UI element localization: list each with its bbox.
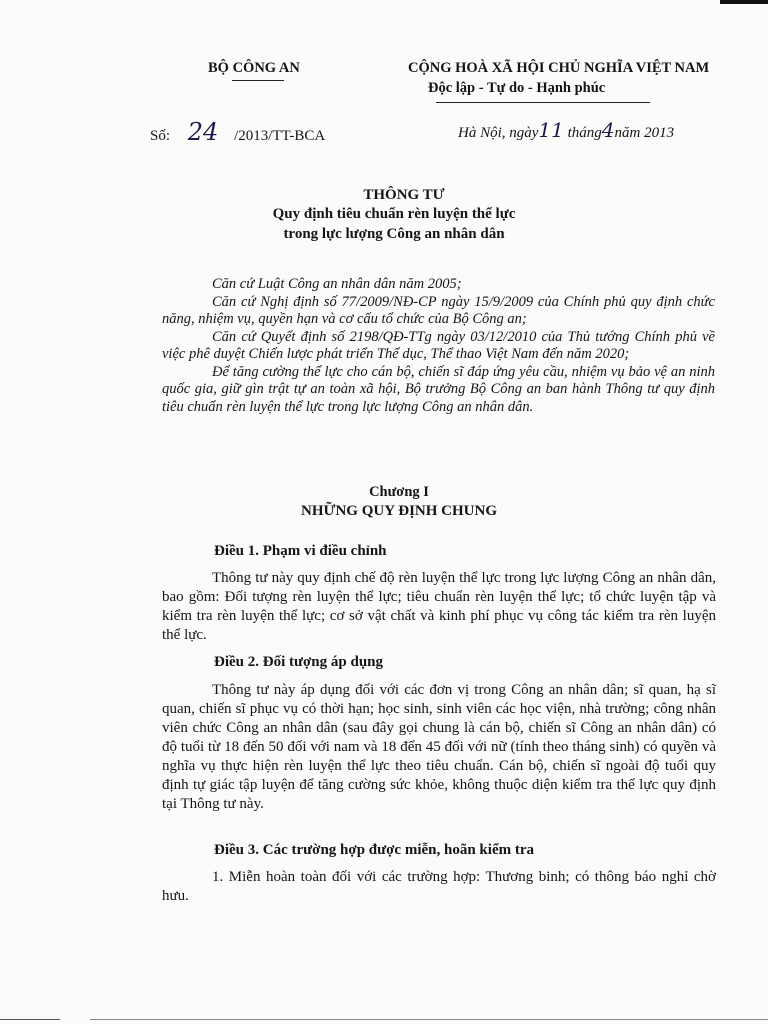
handwritten-number: 24: [187, 118, 219, 146]
scan-edge-mark: [720, 0, 768, 4]
motto-underline: [436, 102, 650, 103]
date-month-label: tháng: [567, 125, 602, 141]
article-3-text: 1. Miễn hoàn toàn đối với các trường hợp: Thương binh; có thông báo nghỉ chờ hưu.: [162, 869, 716, 904]
national-motto: Độc lập - Tự do - Hạnh phúc: [428, 80, 606, 96]
number-prefix: Số:: [150, 128, 171, 144]
date-year: năm 2013: [614, 125, 675, 141]
organization-underline: [232, 80, 284, 81]
issuing-organization: BỘ CÔNG AN: [208, 60, 300, 76]
preamble-basis-3: Căn cứ Quyết định số 2198/QĐ-TTg ngày 03/12/2010 của Thủ tướng Chính phủ về việc phê duyệt Chiến lược phát triển Thể dục, Thể thao Việt Nam đến năm 2020;: [162, 328, 715, 362]
scan-artifact-line: [90, 1019, 768, 1020]
document-date: [458, 118, 674, 142]
preamble-basis-2: Căn cứ Nghị định số 77/2009/NĐ-CP ngày 15/9/2009 của Chính phủ quy định chức năng, nhiệm vụ, quyền hạn và cơ cấu tổ chức của Bộ Công an;: [162, 293, 715, 327]
chapter-title: NHỮNG QUY ĐỊNH CHUNG: [301, 503, 497, 519]
document-number: [150, 118, 325, 146]
article-1-heading: Điều 1. Phạm vi điều chỉnh: [214, 543, 387, 559]
chapter-label: Chương I: [369, 484, 429, 500]
preamble-purpose: Để tăng cường thể lực cho cán bộ, chiến sĩ đáp ứng yêu cầu, nhiệm vụ bảo vệ an ninh quốc gia, giữ gìn trật tự an toàn xã hội, Bộ trưởng Bộ Công an ban hành Thông tư quy định tiêu chuẩn rèn luyện thể lực trong lực lượng Công an nhân dân.: [162, 363, 715, 415]
handwritten-day: 11: [538, 118, 564, 142]
document-subject-line2: trong lực lượng Công an nhân dân: [283, 226, 505, 242]
article-1-text: Thông tư này quy định chế độ rèn luyện thể lực trong lực lượng Công an nhân dân, bao gồm: Đối tượng rèn luyện thể lực; tiêu chuẩn rèn luyện thể lực; tổ chức luyện tập và kiểm tra rèn luyện thể lực; cơ sở vật chất và kinh phí phục vụ công tác kiểm tra rèn luyện thể lực.: [162, 570, 716, 643]
date-prefix: Hà Nội, ngày: [458, 125, 539, 141]
scan-artifact-line: [0, 1019, 60, 1020]
document-type: THÔNG TƯ: [363, 187, 445, 203]
article-3-heading: Điều 3. Các trường hợp được miễn, hoãn kiểm tra: [214, 842, 535, 858]
number-suffix: /2013/TT-BCA: [234, 128, 326, 144]
document-subject-line1: Quy định tiêu chuẩn rèn luyện thể lực: [272, 206, 516, 222]
article-2-text: Thông tư này áp dụng đối với các đơn vị trong Công an nhân dân; sĩ quan, hạ sĩ quan, chiến sĩ phục vụ có thời hạn; học sinh, sinh viên các học viện, nhà trường; công nhân viên chức Công an nhân dân (sau đây gọi chung là cán bộ, chiến sĩ Công an nhân dân) có độ tuổi từ 18 đến 50 đối với nam và 18 đến 45 đối với nữ (tính theo tháng sinh) có quyền và nghĩa vụ thực hiện rèn luyện thể lực theo tiêu chuẩn. Cán bộ, chiến sĩ ngoài độ tuổi quy định tự giác tập luyện để tăng cường sức khỏe, không thuộc diện kiểm tra thể lực quy định tại Thông tư này.: [162, 682, 716, 812]
article-2-heading: Điều 2. Đối tượng áp dụng: [214, 654, 384, 670]
national-title: CỘNG HOÀ XÃ HỘI CHỦ NGHĨA VIỆT NAM: [408, 60, 710, 76]
preamble: [162, 276, 715, 416]
preamble-basis-1: Căn cứ Luật Công an nhân dân năm 2005;: [212, 276, 462, 292]
handwritten-month: 4: [601, 118, 615, 142]
